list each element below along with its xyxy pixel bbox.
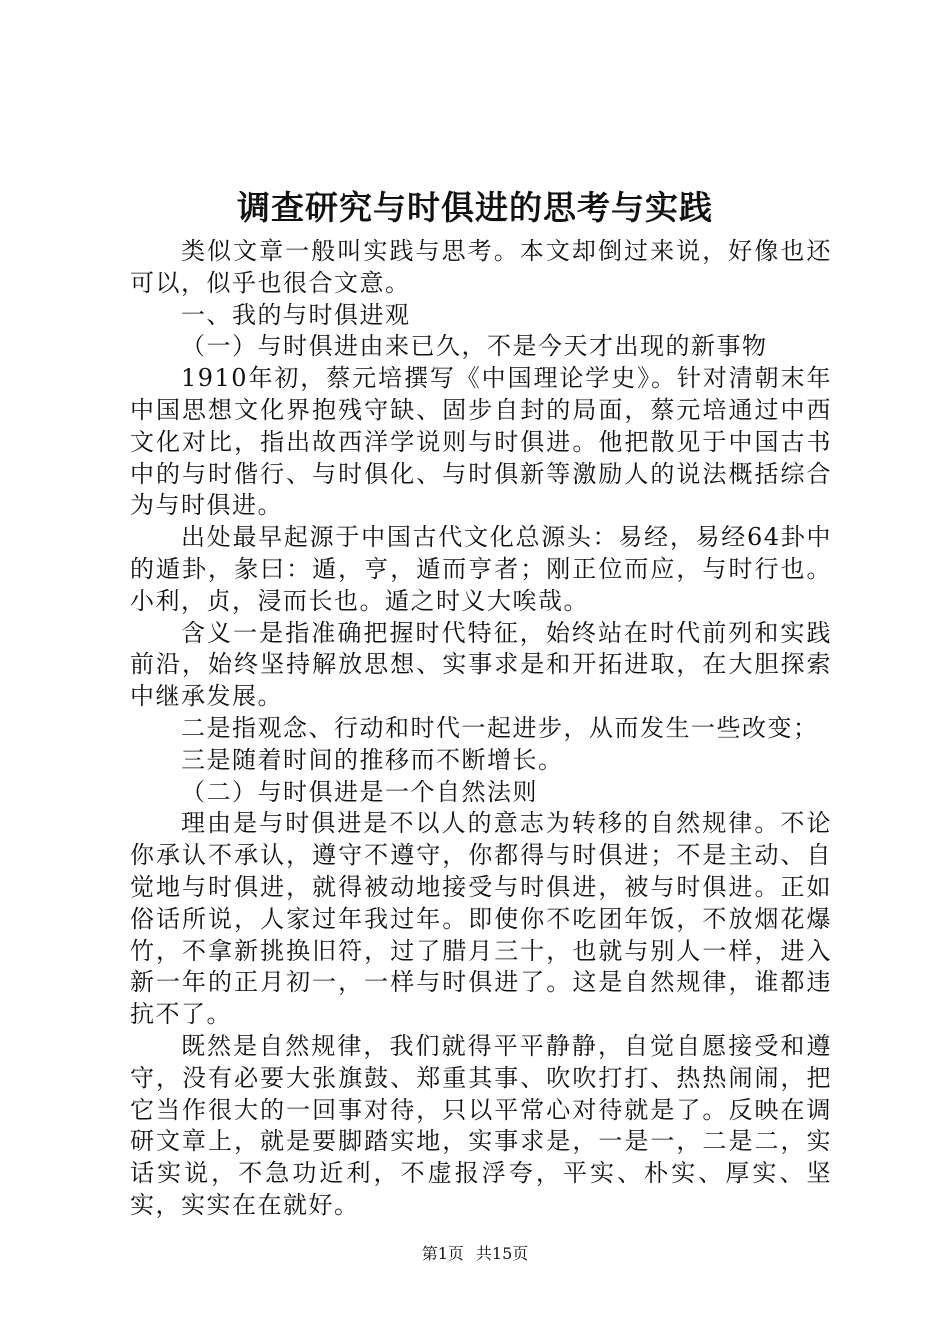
section-heading-1: 一、我的与时俱进观: [181, 300, 411, 329]
paragraph-meaning-3: 三是随着时间的推移而不断增长。: [181, 745, 564, 774]
subsection-heading-1: （一）与时俱进由来已久，不是今天才出现的新事物: [181, 332, 768, 361]
subsection-heading-2: （二）与时俱进是一个自然法则: [181, 777, 538, 806]
paragraph-natural-law: 理由是与时俱进是不以人的意志为转移的自然规律。不论你承认不承认，遵守不遵守，你都得与时俱进；不是主动、自觉地与时俱进，就得被动地接受与时俱进，被与时俱进。正如俗话所说，人家过年我过年。即使你不吃团年饭，不放烟花爆竹，不拿新挑换旧符，过了腊月三十，也就与别人一样，进入新一年的正月初一，一样与时俱进了。这是自然规律，谁都违抗不了。: [130, 809, 832, 1029]
paragraph-intro: 类似文章一般叫实践与思考。本文却倒过来说，好像也还可以，似乎也很合文意。: [130, 237, 832, 297]
paragraph-history: 1910年初，蔡元培撰写《中国理论学史》。针对清朝末年中国思想文化界抱残守缺、固步自封的局面，蔡元培通过中西文化对比，指出故西洋学说则与时俱进。他把散见于中国古书中的与时偕行、与时俱化、与时俱新等激励人的说法概括综合为与时俱进。: [130, 364, 832, 520]
paragraph-origin: 出处最早起源于中国古代文化总源头：易经，易经64卦中的遁卦，彖曰：遁，亨，遁而亨者；刚正位而应，与时行也。小利，贞，浸而长也。遁之时义大唉哉。: [130, 523, 832, 615]
page-total: 共15页: [475, 1244, 529, 1263]
document-body: [130, 236, 832, 1222]
paragraph-conclusion: 既然是自然规律，我们就得平平静静，自觉自愿接受和遵守，没有必要大张旗鼓、郑重其事、吹吹打打、热热闹闹，把它当作很大的一回事对待，只以平常心对待就是了。反映在调研文章上，就是要脚踏实地，实事求是，一是一，二是二，实话实说，不急功近利，不虚报浮夸，平实、朴实、厚实、坚实，实实在在就好。: [130, 1031, 832, 1219]
paragraph-meaning-2: 二是指观念、行动和时代一起进步，从而发生一些改变；: [181, 713, 819, 742]
paragraph-meaning-1: 含义一是指准确把握时代特征，始终站在时代前列和实践前沿，始终坚持解放思想、实事求是和开拓进取，在大胆探索中继承发展。: [130, 618, 832, 711]
page-footer: [0, 1243, 950, 1265]
page-number: 第1页: [421, 1244, 464, 1263]
document-title: 调查研究与时俱进的思考与实践: [237, 188, 713, 227]
